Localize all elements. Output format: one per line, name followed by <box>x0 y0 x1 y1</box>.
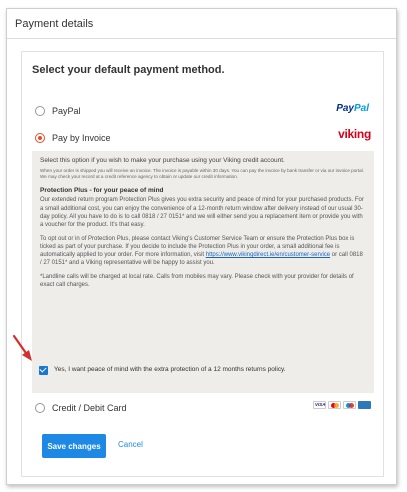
protection-plus-checkbox[interactable] <box>39 366 48 375</box>
paypal-radio[interactable] <box>35 106 45 116</box>
invoice-terms: When your order is shipped you will receive an invoice. The invoice is payable within 30 days. You can pay the invoice by bank transfer or via our invoice portal. We may check your record at a credit reference agency to obtain or update our credit information. <box>40 167 364 179</box>
payment-details-card <box>6 8 397 485</box>
amex-icon <box>358 401 371 409</box>
pay-by-invoice-radio[interactable] <box>35 133 45 143</box>
credit-debit-card-label[interactable]: Credit / Debit Card <box>52 403 127 413</box>
protection-description: Our extended return program Protection Plus gives you extra security and peace of mind for your purchased products. For a small additional cost, you can enjoy the convenience of a 12-month return window after delivery instead of our usual 30-day policy. All you have to do is to call 0818 / 27 0151* and we will either send you a replacement item or provide you with a voucher for the product. It's that easy. <box>40 197 364 228</box>
card-brand-icons <box>313 401 371 409</box>
paypal-logo: PayPal <box>336 103 369 114</box>
paypal-label[interactable]: PayPal <box>52 106 81 116</box>
invoice-details-box <box>32 151 374 393</box>
page-title: Payment details <box>15 18 94 30</box>
cancel-link[interactable]: Cancel <box>118 440 143 449</box>
card-header <box>7 9 396 39</box>
protection-opt-text: To opt out or in of Protection Plus, please contact Viking's Customer Service Team or ensure the Protection Plus box is ticked as part of your purchase. If you decide to include the Protection Plus in your order, a small additional fee is automatically applied to your order. For more information, visit https://www.vikingdirect.ie/en/customer-service or call 0818 / 27 0151* and a Viking representative will be happy to assist you. <box>40 235 363 267</box>
invoice-intro: Select this option if you wish to make your purchase using your Viking credit account. <box>40 157 285 164</box>
payment-method-panel <box>21 51 384 477</box>
visa-icon: VISA <box>315 402 326 407</box>
pay-by-invoice-label[interactable]: Pay by Invoice <box>52 133 111 143</box>
protection-plus-checkbox-row[interactable] <box>39 366 286 375</box>
credit-debit-card-radio[interactable] <box>35 403 45 413</box>
save-changes-button[interactable]: Save changes <box>42 434 106 458</box>
mastercard-icon <box>328 401 341 409</box>
customer-service-link[interactable]: https://www.vikingdirect.ie/en/customer-service <box>205 252 331 259</box>
call-charges-footnote: *Landline calls will be charged at local rate. Calls from mobiles may vary. Please check with your provider for details of exact call charges. <box>40 274 354 289</box>
section-subtitle: Select your default payment method. <box>32 64 225 76</box>
maestro-icon <box>343 401 356 409</box>
protection-heading: Protection Plus - for your peace of mind <box>40 186 164 194</box>
annotation-arrow-icon <box>12 334 34 362</box>
viking-logo: viking <box>338 127 371 141</box>
protection-plus-checkbox-label[interactable]: Yes, I want peace of mind with the extra protection of a 12 months returns policy. <box>54 366 286 374</box>
